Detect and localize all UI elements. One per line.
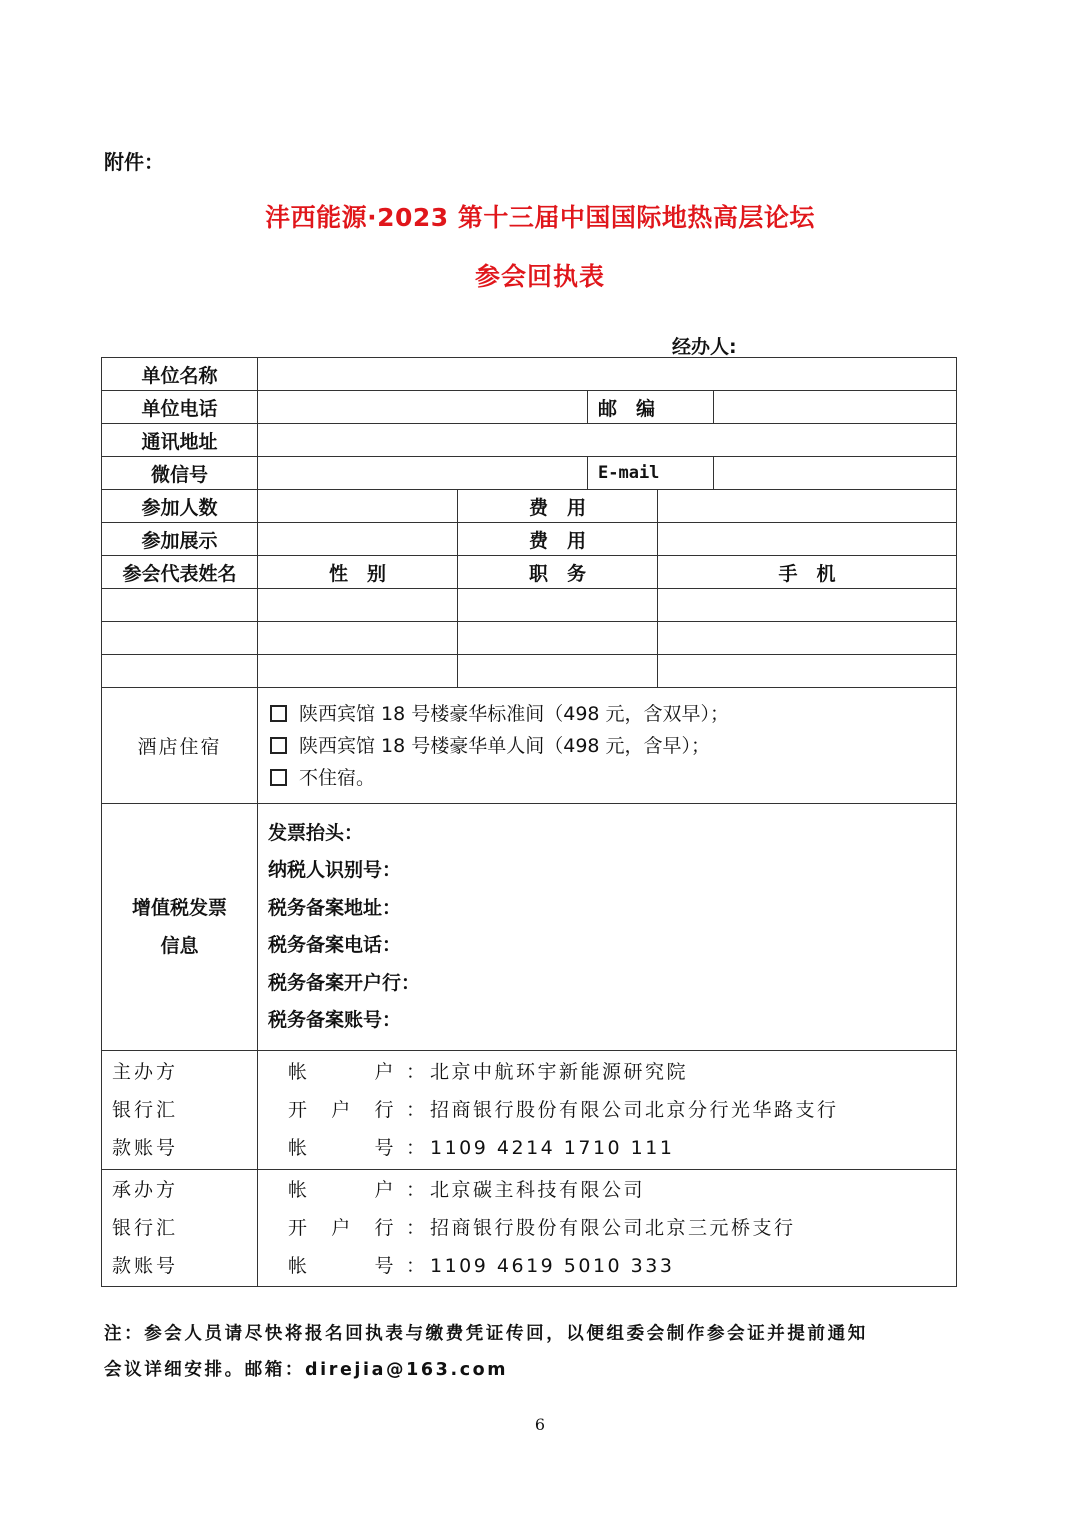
hotel-option-label: 陕西宾馆 18 号楼豪华单人间（498 元，含早）； xyxy=(299,734,711,757)
row-unit-name xyxy=(102,358,957,391)
invoice-fields xyxy=(258,804,957,1051)
email-label: E-mail xyxy=(588,457,714,490)
address-field[interactable] xyxy=(258,424,957,457)
rep-mobile-field[interactable] xyxy=(658,655,957,688)
invoice-label-line2: 信息 xyxy=(160,935,199,957)
hotel-label: 酒店住宿 xyxy=(102,688,258,804)
hotel-options xyxy=(258,688,957,804)
rep-gender-header: 性 别 xyxy=(258,556,458,589)
rep-name-field[interactable] xyxy=(102,622,258,655)
host-bank-label xyxy=(102,1051,258,1170)
bank-label-line: 款账号 xyxy=(112,1255,179,1277)
colon: ： xyxy=(406,1255,428,1277)
rep-mobile-field[interactable] xyxy=(658,622,957,655)
checkbox-icon[interactable] xyxy=(270,769,287,786)
bank-label-line: 银行汇 xyxy=(112,1099,179,1121)
footer-note xyxy=(104,1316,974,1388)
host-bank-info xyxy=(258,1051,957,1170)
row-host-bank xyxy=(102,1051,957,1170)
hotel-option-standard[interactable] xyxy=(270,698,956,730)
rep-mobile-header: 手 机 xyxy=(658,556,957,589)
rep-name-field[interactable] xyxy=(102,589,258,622)
page-number: 6 xyxy=(534,1415,546,1434)
exhibit-field[interactable] xyxy=(258,523,458,556)
bank-account-name: 北京中航环宇新能源研究院 xyxy=(430,1061,689,1083)
exhibit-fee-field[interactable] xyxy=(658,523,957,556)
row-organizer-bank xyxy=(102,1170,957,1287)
hotel-option-label: 不住宿。 xyxy=(299,766,376,789)
invoice-label-line1: 增值税发票 xyxy=(131,897,227,919)
fee-label: 费 用 xyxy=(458,523,658,556)
rep-row xyxy=(102,589,957,622)
checkbox-icon[interactable] xyxy=(270,737,287,754)
tax-bank-field[interactable]: 税务备案开户行： xyxy=(268,971,421,994)
unit-name-label: 单位名称 xyxy=(102,358,258,391)
postcode-field[interactable] xyxy=(714,391,957,424)
hotel-option-label: 陕西宾馆 18 号楼豪华标准间（498 元，含双早）； xyxy=(299,702,730,725)
rep-title-field[interactable] xyxy=(458,622,658,655)
bank-account-name: 北京碳主科技有限公司 xyxy=(430,1179,646,1201)
colon: ： xyxy=(406,1137,428,1159)
tax-phone-field[interactable]: 税务备案电话： xyxy=(268,934,402,956)
bank-account-name-row xyxy=(288,1171,956,1209)
rep-row xyxy=(102,622,957,655)
row-exhibit xyxy=(102,523,957,556)
bank-branch: 招商银行股份有限公司北京分行光华路支行 xyxy=(430,1099,839,1121)
unit-phone-field[interactable] xyxy=(258,391,588,424)
bank-key: 帐 户 xyxy=(288,1179,396,1201)
bank-account-number: 1109 4214 1710 111 xyxy=(430,1137,675,1159)
taxpayer-id-field[interactable]: 纳税人识别号： xyxy=(268,859,402,881)
organizer-bank-label xyxy=(102,1170,258,1287)
bank-account-name-row xyxy=(288,1053,956,1091)
bank-branch-row xyxy=(288,1091,956,1129)
tax-account-field[interactable]: 税务备案账号： xyxy=(268,1009,402,1031)
row-attendees xyxy=(102,490,957,523)
row-hotel xyxy=(102,688,957,804)
note-line: 注：参会人员请尽快将报名回执表与缴费凭证传回，以便组委会制作参会证并提前通知 xyxy=(104,1324,868,1344)
bank-account-number: 1109 4619 5010 333 xyxy=(430,1255,675,1277)
hotel-option-none[interactable] xyxy=(270,762,956,794)
attendees-fee-field[interactable] xyxy=(658,490,957,523)
address-label: 通讯地址 xyxy=(102,424,258,457)
registration-form-table xyxy=(101,357,957,1287)
invoice-title-field[interactable]: 发票抬头： xyxy=(268,821,364,844)
colon: ： xyxy=(406,1179,428,1201)
unit-name-field[interactable] xyxy=(258,358,957,391)
checkbox-icon[interactable] xyxy=(270,705,287,722)
attendees-label: 参加人数 xyxy=(102,490,258,523)
bank-label-line: 款账号 xyxy=(112,1137,179,1159)
bank-label-line: 承办方 xyxy=(112,1179,179,1201)
tax-address-field[interactable]: 税务备案地址： xyxy=(268,896,402,919)
bank-branch-row xyxy=(288,1209,956,1247)
fee-label: 费 用 xyxy=(458,490,658,523)
bank-key: 帐 户 xyxy=(288,1061,396,1083)
handler-label: 经办人: xyxy=(672,336,737,358)
colon: ： xyxy=(406,1061,428,1083)
bank-key: 帐 号 xyxy=(288,1137,396,1159)
attachment-label: 附件： xyxy=(104,150,164,174)
rep-title-field[interactable] xyxy=(458,589,658,622)
bank-account-number-row xyxy=(288,1247,956,1285)
bank-branch: 招商银行股份有限公司北京三元桥支行 xyxy=(430,1217,796,1239)
postcode-label: 邮 编 xyxy=(588,391,714,424)
rep-title-header: 职 务 xyxy=(458,556,658,589)
bank-key: 开 户 行 xyxy=(288,1099,396,1121)
rep-gender-field[interactable] xyxy=(258,622,458,655)
document-title: 沣西能源·2023 第十三届中国国际地热高层论坛 xyxy=(265,203,815,232)
bank-account-number-row xyxy=(288,1129,956,1167)
row-unit-phone xyxy=(102,391,957,424)
organizer-bank-info xyxy=(258,1170,957,1287)
colon: ： xyxy=(406,1099,428,1121)
colon: ： xyxy=(406,1217,428,1239)
bank-label-line: 银行汇 xyxy=(112,1217,179,1239)
exhibit-label: 参加展示 xyxy=(102,523,258,556)
rep-name-field[interactable] xyxy=(102,655,258,688)
row-address xyxy=(102,424,957,457)
hotel-option-single[interactable] xyxy=(270,730,956,762)
attendees-field[interactable] xyxy=(258,490,458,523)
row-invoice xyxy=(102,804,957,1051)
rep-name-header: 参会代表姓名 xyxy=(102,556,258,589)
invoice-label xyxy=(102,804,258,1051)
bank-key: 开 户 行 xyxy=(288,1217,396,1239)
rep-row xyxy=(102,655,957,688)
rep-gender-field[interactable] xyxy=(258,655,458,688)
row-rep-header xyxy=(102,556,957,589)
rep-gender-field[interactable] xyxy=(258,589,458,622)
bank-key: 帐 号 xyxy=(288,1255,396,1277)
wechat-field[interactable] xyxy=(258,457,588,490)
note-line: 会议详细安排。邮箱：direjia@163.com xyxy=(104,1360,509,1380)
wechat-label: 微信号 xyxy=(102,457,258,490)
email-field[interactable] xyxy=(714,457,957,490)
rep-mobile-field[interactable] xyxy=(658,589,957,622)
rep-title-field[interactable] xyxy=(458,655,658,688)
document-subtitle: 参会回执表 xyxy=(474,262,605,291)
bank-label-line: 主办方 xyxy=(112,1061,179,1083)
row-wechat xyxy=(102,457,957,490)
unit-phone-label: 单位电话 xyxy=(102,391,258,424)
